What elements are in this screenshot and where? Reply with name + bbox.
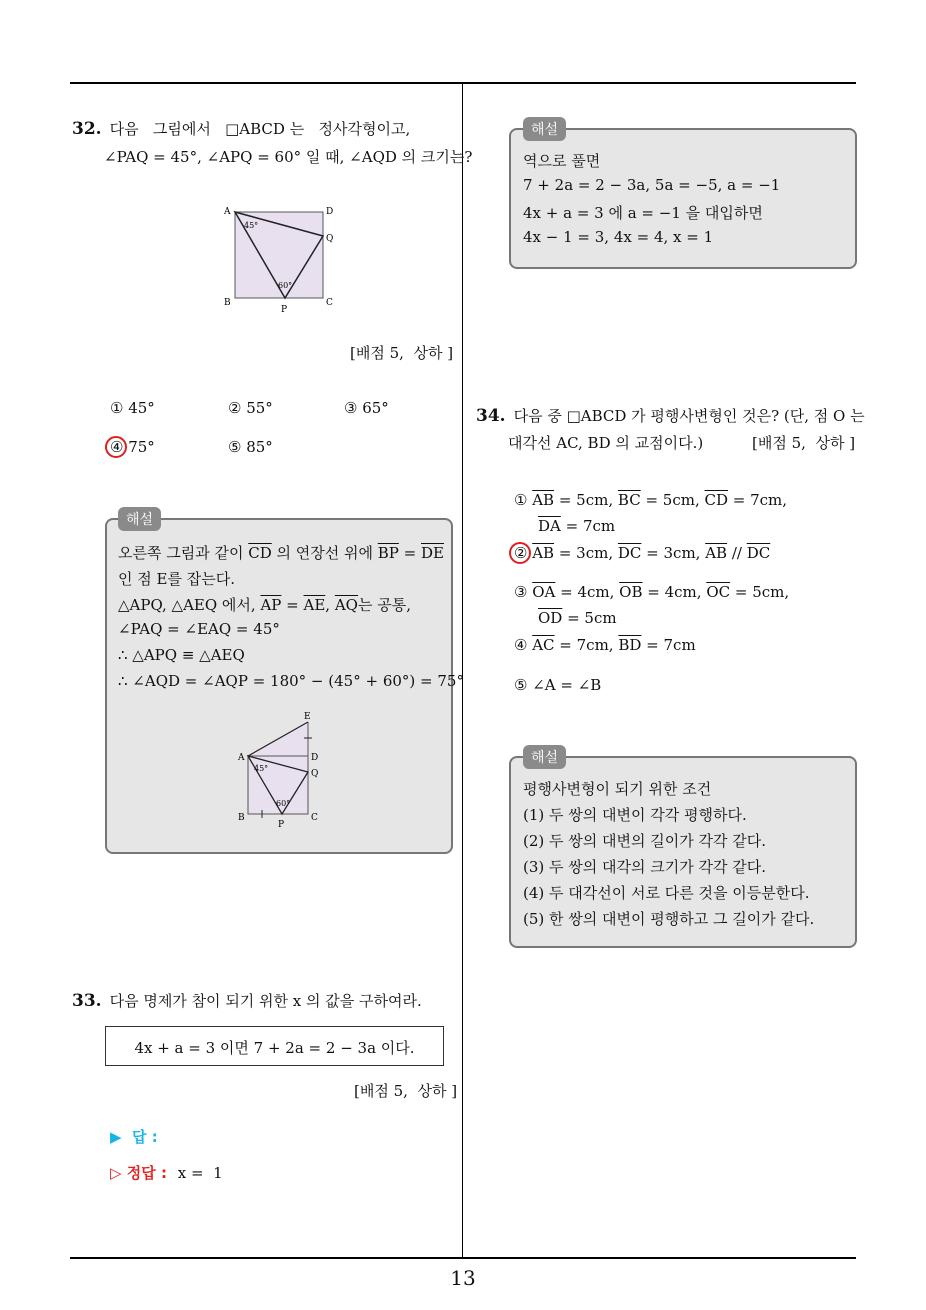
- q33-text: 다음 명제가 참이 되기 위한 x 의 값을 구하여라.: [109, 992, 422, 1010]
- bottom-rule: [70, 1257, 856, 1259]
- question-number: 33.: [72, 991, 102, 1011]
- q32-sol-line4: ∠PAQ = ∠EAQ = 45°: [118, 620, 280, 638]
- answer-mark-circle: [509, 542, 531, 564]
- q34-choice-3-cont: $\overline{OD} = 5cm$: [538, 609, 617, 627]
- q33-sol-line1: 역으로 풀면: [523, 152, 601, 170]
- q34-choice-5[interactable]: ⑤ ∠A = ∠B: [514, 676, 602, 694]
- q32-sol-line1: 오른쪽 그림과 같이 $\overline{CD}$ 의 연장선 위에 $\overline{BP} = \overline{DE}$: [118, 544, 444, 562]
- q33-proposition-box: [105, 1026, 444, 1066]
- q32-sol-line6: ∴ ∠AQD = ∠AQP = 180° − (45° + 60°) = 75°: [118, 672, 464, 690]
- label-angle-a: 45°: [254, 764, 269, 773]
- q33-line: [72, 990, 422, 1011]
- label-Q: Q: [311, 769, 319, 779]
- q32-solution-figure: [234, 708, 334, 833]
- q34-choice-1[interactable]: ① $\overline{AB} = 5cm$, $\overline{BC} = 5cm$, $\overline{CD} = 7cm$,: [514, 491, 788, 509]
- answer-input-label[interactable]: ▶ 답 :: [110, 1128, 158, 1146]
- q34-score: [배점 5, 상하 ]: [752, 434, 856, 452]
- label-A: A: [238, 753, 245, 763]
- q32-sol-line3: △APQ, △AEQ 에서, $\overline{AP} = \overline{AE}$, $\overline{AQ}$는 공통,: [118, 596, 411, 614]
- q34-choice-2[interactable]: ② $\overline{AB} = 3cm$, $\overline{DC} = 3cm$, $\overline{AB} // \overline{DC}$: [514, 544, 771, 562]
- q32-sol-line2: 인 점 E를 잡는다.: [118, 570, 235, 588]
- solution-tag: 해설: [118, 507, 161, 531]
- label-B: B: [238, 813, 245, 823]
- top-rule: [70, 82, 856, 84]
- label-E: E: [304, 712, 311, 722]
- label-D: D: [326, 207, 334, 217]
- column-divider: [462, 83, 463, 1258]
- q32-choice-5[interactable]: ⑤ 85°: [228, 438, 273, 456]
- label-A: A: [224, 207, 231, 217]
- label-C: C: [326, 298, 333, 308]
- q34-sol-line2: (1) 두 쌍의 대변이 각각 평행하다.: [523, 806, 747, 824]
- q32-sol-line5: ∴ △APQ ≡ △AEQ: [118, 646, 245, 664]
- q32-choice-3[interactable]: ③ 65°: [344, 399, 389, 417]
- q32-score: [배점 5, 상하 ]: [350, 344, 454, 362]
- q32-figure: [220, 200, 345, 320]
- q34-sol-line3: (2) 두 쌍의 대변의 길이가 각각 같다.: [523, 832, 766, 850]
- label-P: P: [281, 305, 288, 315]
- correct-answer-row: [110, 1162, 223, 1183]
- page-number: 13: [450, 1266, 476, 1290]
- q32-text-line1: 다음 그림에서 □ABCD 는 정사각형이고,: [109, 120, 411, 138]
- q34-choice-1-cont: $\overline{DA} = 7cm$: [538, 517, 616, 535]
- q34-line1: [476, 405, 865, 426]
- label-Q: Q: [326, 234, 334, 244]
- q34-text-line1: 다음 중 □ABCD 가 평행사변형인 것은? (단, 점 O 는: [513, 407, 865, 425]
- q33-sol-line4: 4x − 1 = 3, 4x = 4, x = 1: [523, 228, 714, 246]
- q34-sol-line6: (5) 한 쌍의 대변이 평행하고 그 길이가 같다.: [523, 910, 815, 928]
- q34-sol-line5: (4) 두 대각선이 서로 다른 것을 이등분한다.: [523, 884, 810, 902]
- q32-text-line2: ∠PAQ = 45°, ∠APQ = 60° 일 때, ∠AQD 의 크기는?: [104, 148, 473, 166]
- q34-sol-line1: 평행사변형이 되기 위한 조건: [523, 780, 712, 798]
- solution-tag: 해설: [523, 117, 566, 141]
- q34-choice-3[interactable]: ③ $\overline{OA} = 4cm$, $\overline{OB} = 4cm$, $\overline{OC} = 5cm$,: [514, 583, 790, 601]
- q33-sol-line2: 7 + 2a = 2 − 3a, 5a = −5, a = −1: [523, 176, 781, 194]
- q33-score: [배점 5, 상하 ]: [354, 1082, 458, 1100]
- label-angle-p: 60°: [276, 799, 291, 808]
- q32-choice-2[interactable]: ② 55°: [228, 399, 273, 417]
- q34-choice-4[interactable]: ④ $\overline{AC} = 7cm$, $\overline{BD} = 7cm$: [514, 636, 696, 654]
- q32-line1: [72, 118, 410, 139]
- q34-sol-line4: (3) 두 쌍의 대각의 크기가 각각 같다.: [523, 858, 766, 876]
- label-C: C: [311, 813, 318, 823]
- q32-choice-4[interactable]: ④ 75°: [110, 438, 155, 456]
- label-D: D: [311, 753, 319, 763]
- correct-answer-label: ▷ 정답 :: [110, 1164, 167, 1182]
- solution-tag: 해설: [523, 745, 566, 769]
- q33-proposition: 4x + a = 3 이면 7 + 2a = 2 − 3a 이다.: [134, 1039, 415, 1057]
- q32-choice-1[interactable]: ① 45°: [110, 399, 155, 417]
- label-angle-a: 45°: [244, 221, 259, 230]
- answer-mark-circle: [105, 436, 127, 458]
- q33-sol-line3: 4x + a = 3 에 a = −1 을 대입하면: [523, 204, 763, 222]
- q34-text-line2: 대각선 AC, BD 의 교점이다.): [508, 434, 704, 452]
- label-P: P: [278, 820, 285, 830]
- label-B: B: [224, 298, 231, 308]
- label-angle-p: 60°: [278, 281, 293, 290]
- correct-answer-value: x = 1: [177, 1164, 223, 1182]
- question-number: 32.: [72, 119, 102, 139]
- question-number: 34.: [476, 406, 506, 426]
